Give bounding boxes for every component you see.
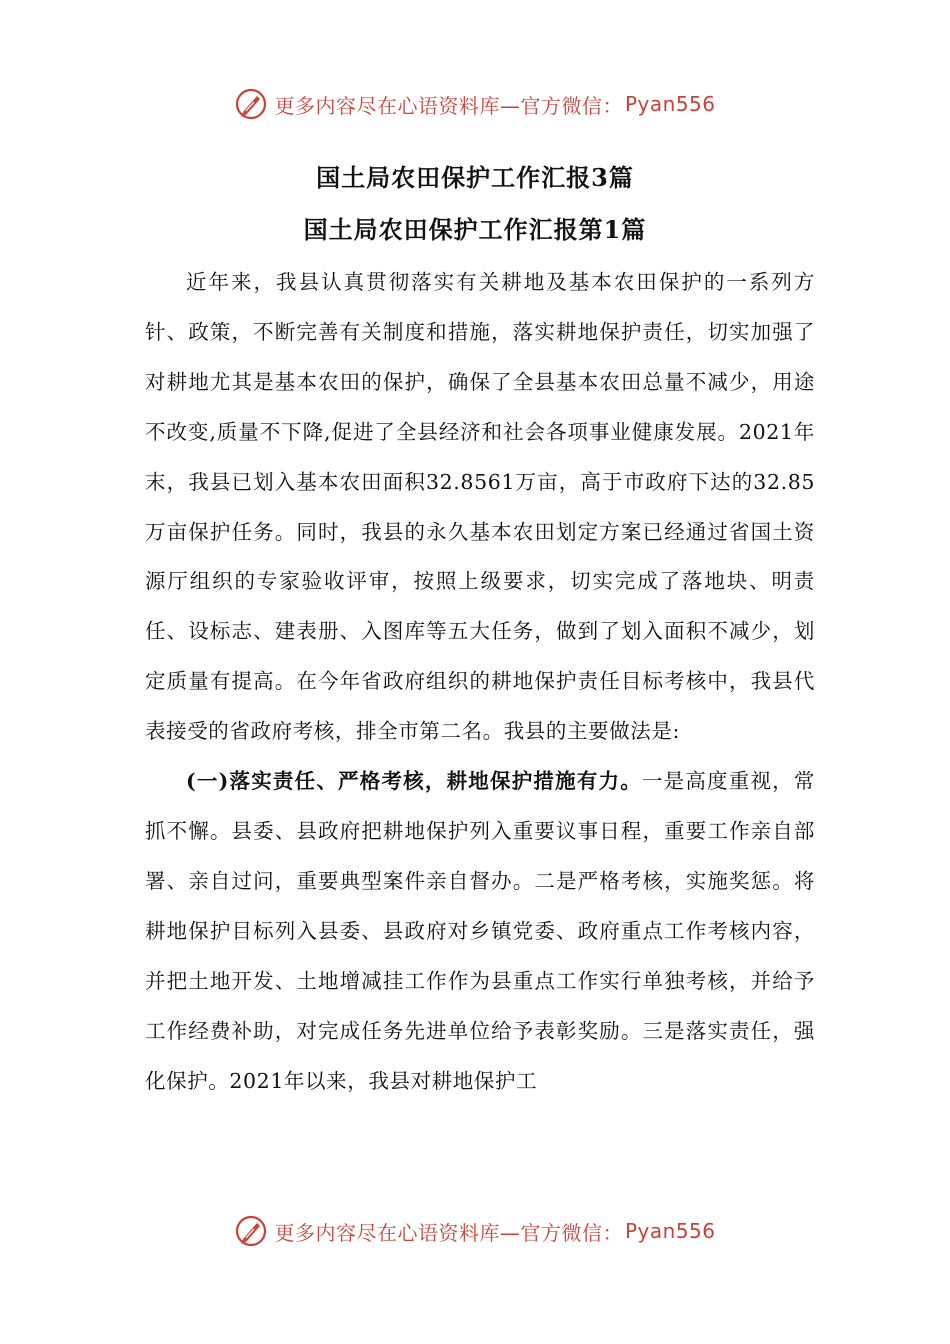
pen-logo-icon [234, 87, 268, 121]
paragraph-1: 近年来，我县认真贯彻落实有关耕地及基本农田保护的一系列方针、政策，不断完善有关制度和措施，落实耕地保护责任，切实加强了对耕地尤其是基本农田的保护，确保了全县基本农田总量不减少，用途不改变,质量不下降,促进了全县经济和社会各项事业健康发展。2021年末，我县已划入基本农田面积32.8561万亩，高于市政府下达的32.85万亩保护任务。同时，我县的永久基本农田划定方案已经通过省国土资源厅组织的专家验收评审，按照上级要求，切实完成了落地块、明责任、设标志、建表册、入图库等五大任务，做到了划入面积不减少，划定质量有提高。在今年省政府组织的耕地保护责任目标考核中，我县代表接受的省政府考核，排全市第二名。我县的主要做法是: [145, 270, 815, 744]
banner-handle: Pyan556 [624, 1219, 716, 1243]
section-heading: (一)落实责任、严格考核，耕地保护措施有力。 [186, 769, 642, 794]
document-subtitle: 国土局农田保护工作汇报第1篇 [303, 215, 647, 244]
top-watermark-banner [0, 84, 950, 124]
bottom-watermark-banner [0, 1211, 950, 1251]
banner-handle: Pyan556 [624, 92, 716, 116]
pen-logo-icon [234, 1214, 268, 1248]
paragraph-2-text: 一是高度重视，常抓不懈。县委、县政府把耕地保护列入重要议事日程，重要工作亲自部署、亲自过问，重要典型案件亲自督办。二是严格考核，实施奖惩。将耕地保护目标列入县委、县政府对乡镇党委、政府重点工作考核内容，并把土地开发、土地增减挂工作作为县重点工作实行单独考核，并给予工作经费补助，对完成任务先进单位给予表彰奖励。三是落实责任，强化保护。2021年以来，我县对耕地保护工 [145, 769, 815, 1093]
banner-text: 更多内容尽在心语资料库—官方微信： [274, 93, 623, 118]
document-body [145, 258, 815, 1106]
paragraph-2 [145, 757, 815, 1106]
banner-text: 更多内容尽在心语资料库—官方微信： [274, 1220, 623, 1245]
document-title: 国土局农田保护工作汇报3篇 [316, 163, 634, 192]
